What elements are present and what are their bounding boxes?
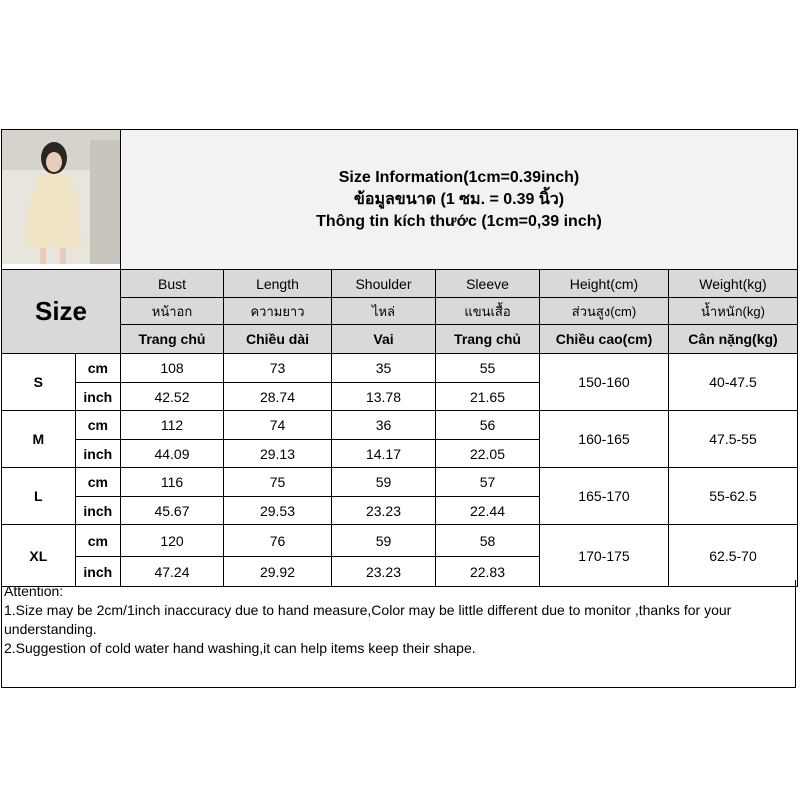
table-cell: 28.74	[224, 383, 332, 411]
header-line-vi: Thông tin kích thước (1cm=0,39 inch)	[316, 212, 602, 230]
table-cell: 23.23	[332, 497, 436, 525]
column-header-shoulder: Shoulder	[332, 270, 436, 298]
unit-inch: inch	[75, 557, 120, 587]
table-cell: 116	[121, 468, 224, 497]
column-header-length-vi: Chiều dài	[224, 325, 332, 354]
table-cell: 112	[121, 411, 224, 440]
header-line-en: Size Information(1cm=0.39inch)	[338, 168, 580, 186]
table-cell: 13.78	[332, 383, 436, 411]
header-line-th: ข้อมูลขนาด (1 ซม. = 0.39 นิ้ว)	[353, 190, 565, 208]
size-name: L	[2, 468, 76, 525]
table-cell: 120	[121, 525, 224, 557]
table-cell: 57	[436, 468, 540, 497]
unit-cm: cm	[75, 411, 120, 440]
column-header-sleeve-vi: Trang chủ	[436, 325, 540, 354]
table-cell: 22.05	[436, 440, 540, 468]
table-cell: 76	[224, 525, 332, 557]
unit-inch: inch	[75, 383, 120, 411]
table-cell: 35	[332, 354, 436, 383]
product-photo	[2, 130, 121, 270]
column-header-shoulder-vi: Vai	[332, 325, 436, 354]
table-cell: 14.17	[332, 440, 436, 468]
column-header-bust-th: หน้าอก	[121, 298, 224, 325]
attention-notes	[1, 580, 796, 688]
size-name: XL	[2, 525, 76, 587]
weight-range: 62.5-70	[669, 525, 798, 587]
size-info-header	[121, 130, 798, 270]
table-cell: 55	[436, 354, 540, 383]
unit-cm: cm	[75, 468, 120, 497]
table-cell: 29.13	[224, 440, 332, 468]
column-header-length-th: ความยาว	[224, 298, 332, 325]
table-cell: 21.65	[436, 383, 540, 411]
table-cell: 59	[332, 525, 436, 557]
height-range: 150-160	[540, 354, 669, 411]
table-cell: 58	[436, 525, 540, 557]
size-name: S	[2, 354, 76, 411]
column-header-weight: Weight(kg)	[669, 270, 798, 298]
size-chart	[1, 129, 798, 689]
column-header-length: Length	[224, 270, 332, 298]
weight-range: 55-62.5	[669, 468, 798, 525]
table-cell: 23.23	[332, 557, 436, 587]
column-header-shoulder-th: ไหล่	[332, 298, 436, 325]
weight-range: 47.5-55	[669, 411, 798, 468]
column-header-weight-th: น้ำหนัก(kg)	[669, 298, 798, 325]
column-header-bust-vi: Trang chủ	[121, 325, 224, 354]
table-cell: 108	[121, 354, 224, 383]
column-header-weight-vi: Cân nặng(kg)	[669, 325, 798, 354]
dress-model-image	[2, 130, 120, 264]
notes-line-2: 2.Suggestion of cold water hand washing,it can help items keep their shape.	[4, 640, 476, 656]
height-range: 170-175	[540, 525, 669, 587]
table-cell: 74	[224, 411, 332, 440]
column-header-bust: Bust	[121, 270, 224, 298]
table-cell: 73	[224, 354, 332, 383]
column-header-height-vi: Chiều cao(cm)	[540, 325, 669, 354]
column-header-height-th: ส่วนสูง(cm)	[540, 298, 669, 325]
table-cell: 22.83	[436, 557, 540, 587]
table-cell: 42.52	[121, 383, 224, 411]
size-column-label: Size	[2, 270, 121, 354]
unit-inch: inch	[75, 440, 120, 468]
size-name: M	[2, 411, 76, 468]
unit-inch: inch	[75, 497, 120, 525]
column-header-height: Height(cm)	[540, 270, 669, 298]
table-cell: 56	[436, 411, 540, 440]
height-range: 165-170	[540, 468, 669, 525]
table-cell: 47.24	[121, 557, 224, 587]
table-cell: 36	[332, 411, 436, 440]
notes-line-1: 1.Size may be 2cm/1inch inaccuracy due to hand measure,Color may be little different due to monitor ,thanks for your understanding.	[4, 602, 732, 637]
column-header-sleeve-th: แขนเสื้อ	[436, 298, 540, 325]
height-range: 160-165	[540, 411, 669, 468]
column-header-sleeve: Sleeve	[436, 270, 540, 298]
table-cell: 29.92	[224, 557, 332, 587]
unit-cm: cm	[75, 525, 120, 557]
notes-title: Attention:	[4, 583, 64, 599]
table-cell: 44.09	[121, 440, 224, 468]
size-table	[1, 129, 798, 587]
weight-range: 40-47.5	[669, 354, 798, 411]
unit-cm: cm	[75, 354, 120, 383]
table-cell: 22.44	[436, 497, 540, 525]
table-cell: 59	[332, 468, 436, 497]
table-cell: 75	[224, 468, 332, 497]
table-cell: 45.67	[121, 497, 224, 525]
table-cell: 29.53	[224, 497, 332, 525]
